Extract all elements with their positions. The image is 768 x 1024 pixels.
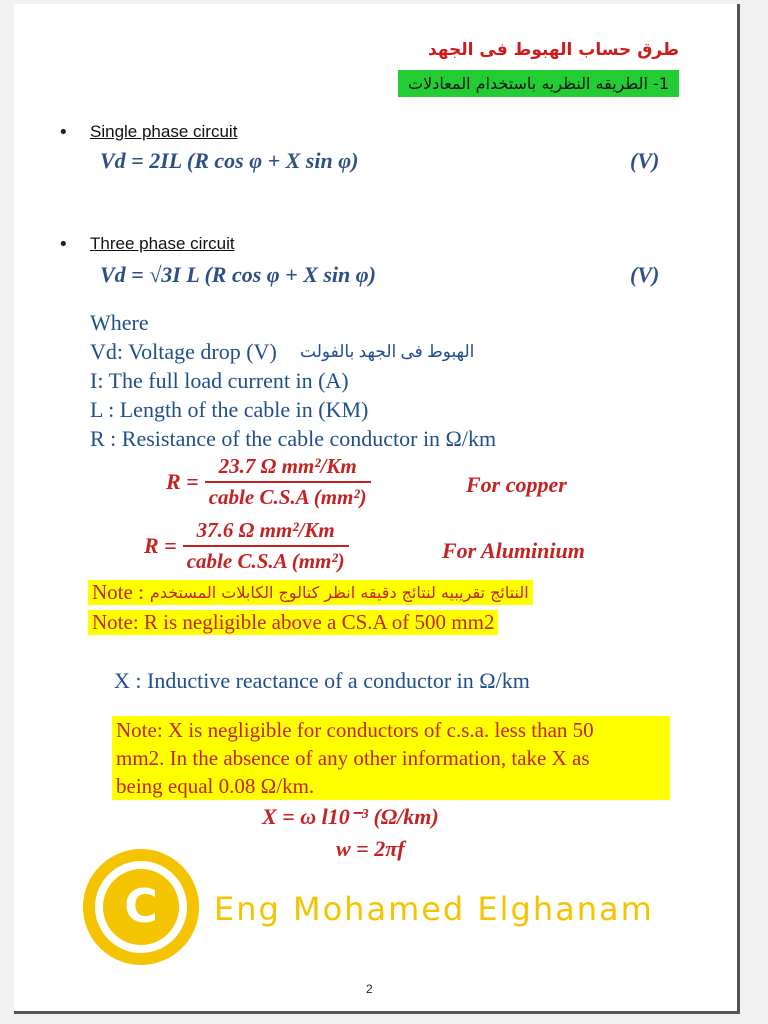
aluminium-formula [144, 518, 349, 574]
fraction-bar [205, 481, 371, 483]
arabic-title: طرق حساب الهبوط فى الجهد [428, 40, 679, 60]
page-number: 2 [366, 982, 373, 996]
bullet-three: • [58, 234, 69, 255]
single-phase-title: Single phase circuit [90, 122, 238, 141]
three-phase-unit: (V) [630, 262, 660, 287]
w-formula: w = 2πf [336, 836, 405, 861]
x-formula: X = ω l10⁻³ (Ω/km) [262, 804, 439, 829]
copper-lhs: R = [166, 469, 199, 494]
watermark-text: Eng Mohamed Elghanam [214, 890, 654, 928]
arabic-note-text: النتائج تقريبيه لنتائج دقيقه انظر كتالوج الكابلات المستخدم [149, 583, 529, 602]
document-page [14, 4, 740, 1014]
x-note [112, 716, 670, 800]
arabic-note [88, 580, 533, 605]
vd-definition: Vd: Voltage drop (V) [90, 339, 277, 364]
i-definition: I: The full load current in (A) [90, 368, 349, 393]
svg-text:C: C [124, 879, 158, 933]
fraction-bar [183, 545, 349, 547]
l-definition: L : Length of the cable in (KM) [90, 397, 369, 422]
aluminium-lhs: R = [144, 533, 177, 558]
copper-formula [166, 454, 371, 510]
copper-label: For copper [466, 472, 567, 497]
x-definition: X : Inductive reactance of a conductor in Ω/km [114, 668, 530, 693]
bullet-single: • [58, 122, 69, 143]
x-note-line-3: being equal 0.08 Ω/km. [116, 774, 315, 798]
copper-denominator: cable C.S.A (mm²) [208, 485, 367, 509]
aluminium-label: For Aluminium [442, 538, 585, 563]
where-label: Where [90, 310, 149, 335]
arabic-note-prefix: Note : [92, 580, 144, 604]
copyright-icon [82, 848, 200, 966]
single-phase-unit: (V) [630, 148, 660, 173]
copper-numerator: 23.7 Ω mm²/Km [218, 454, 357, 478]
x-note-line-1: Note: X is negligible for conductors of c.s.a. less than 50 [116, 718, 594, 742]
method-heading: 1- الطريقه النظريه باستخدام المعادلات [398, 70, 679, 97]
r-note: Note: R is negligible above a CS.A of 500 mm2 [88, 610, 498, 635]
three-phase-formula: Vd = √3I L (R cos φ + X sin φ) [100, 262, 376, 287]
vd-arabic: الهبوط فى الجهد بالفولت [300, 342, 475, 361]
single-phase-formula: Vd = 2IL (R cos φ + X sin φ) [100, 148, 359, 173]
r-definition: R : Resistance of the cable conductor in Ω/km [90, 426, 497, 451]
x-note-line-2: mm2. In the absence of any other information, take X as [116, 746, 590, 770]
three-phase-title: Three phase circuit [90, 234, 235, 253]
aluminium-denominator: cable C.S.A (mm²) [186, 549, 345, 573]
aluminium-numerator: 37.6 Ω mm²/Km [196, 518, 335, 542]
